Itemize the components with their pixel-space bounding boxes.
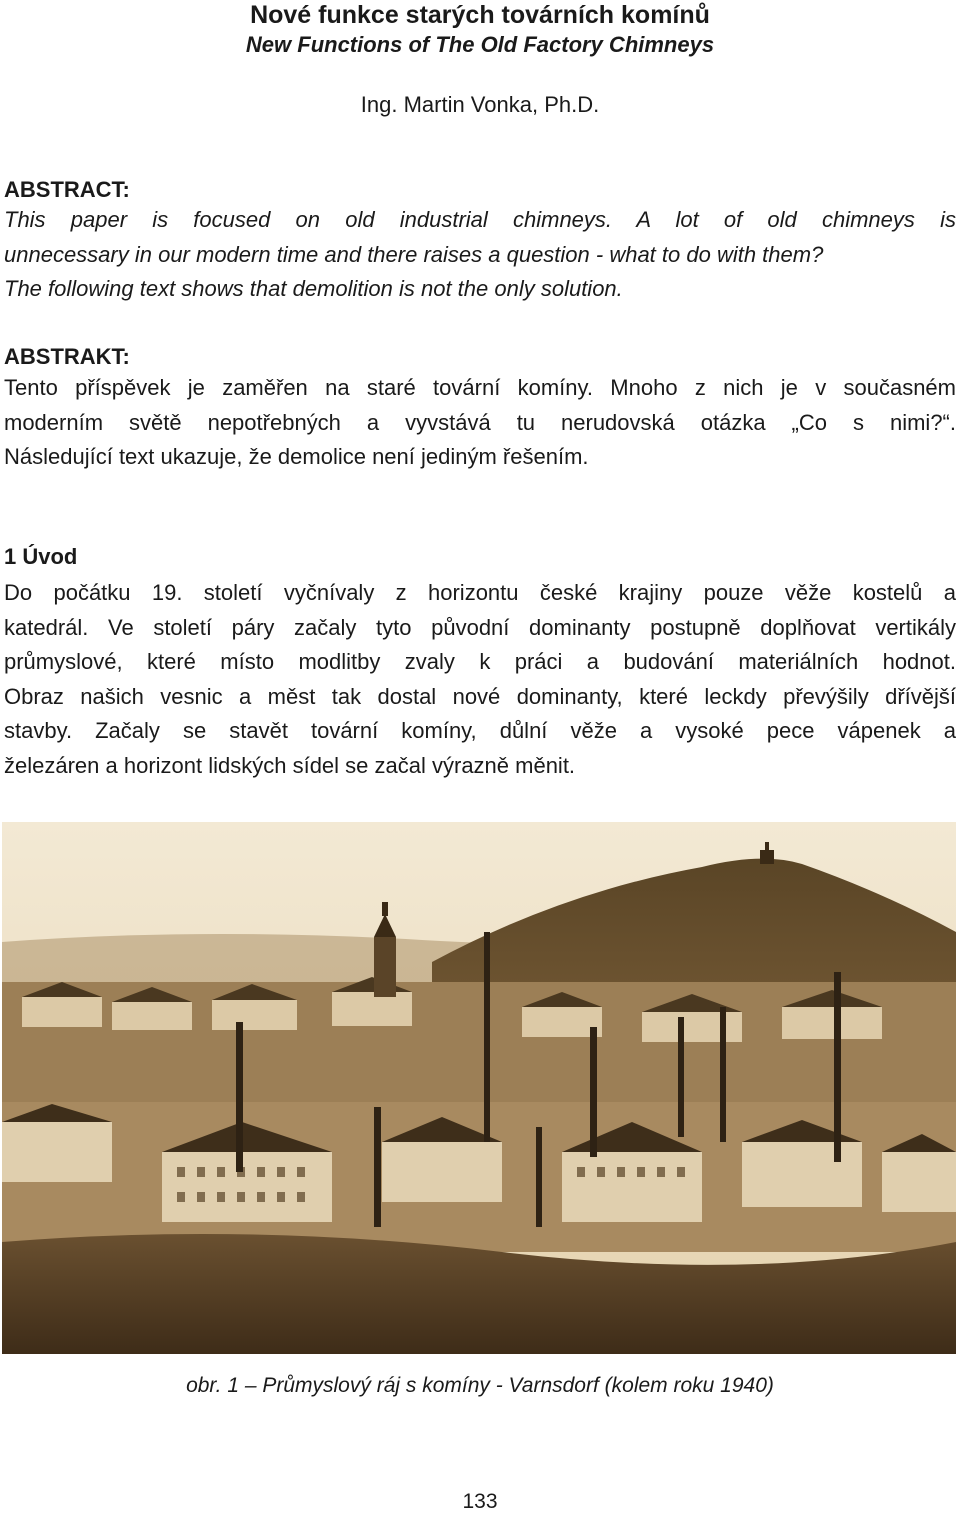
abstract-en-line: This paper is focused on old industrial chimneys. A lot of old chimneys is [4, 207, 956, 232]
section-line: Obraz našich vesnic a měst tak dostal nové dominanty, které leckdy převýšily dřívější [4, 683, 956, 709]
abstract-cz-line: Následující text ukazuje, že demolice není jediným řešením. [4, 444, 589, 469]
abstract-cz-heading: ABSTRAKT: [4, 344, 130, 369]
hilltop-building [760, 850, 774, 864]
section-line: průmyslové, které místo modlitby zvaly k práci a budování materiálních hodnot. [4, 649, 956, 674]
section-line: katedrál. Ve století páry začaly tyto původní dominanty postupně doplňovat vertikály [4, 614, 956, 640]
abstract-cz-line: moderním světě nepotřebných a vyvstává tu nerudovská otázka „Co s nimi?“. [4, 409, 956, 435]
varnsdorf-photo-illustration [2, 822, 956, 1354]
section-heading: 1 Úvod [4, 544, 78, 569]
paper-subtitle: New Functions of The Old Factory Chimneys [245, 32, 715, 57]
abstract-en-line: The following text shows that demolition is not the only solution. [4, 276, 623, 301]
author: Ing. Martin Vonka, Ph.D. [360, 92, 600, 117]
abstract-cz-line: Tento příspěvek je zaměřen na staré tovární komíny. Mnoho z nich je v současném [4, 375, 956, 400]
section-line: Do počátku 19. století vyčnívaly z horizontu české krajiny pouze věže kostelů a [4, 580, 956, 605]
section-body [4, 576, 956, 783]
figure-photo [2, 822, 956, 1354]
section-line: železáren a horizont lidských sídel se začal výrazně měnit. [4, 752, 576, 778]
abstract-en-body [4, 203, 956, 307]
abstract-en-line: unnecessary in our modern time and there raises a question - what to do with them? [4, 241, 824, 267]
paper-title: Nové funkce starých továrních komínů [250, 1, 710, 29]
section-line: stavby. Začaly se stavět tovární komíny, důlní věže a vysoké pece vápenek a [4, 718, 956, 743]
figure-caption: obr. 1 – Průmyslový ráj s komíny - Varnsdorf (kolem roku 1940) [186, 1374, 774, 1397]
abstract-en-heading: ABSTRACT: [4, 177, 130, 202]
page-number: 133 [462, 1490, 498, 1513]
abstract-cz-body [4, 371, 956, 475]
